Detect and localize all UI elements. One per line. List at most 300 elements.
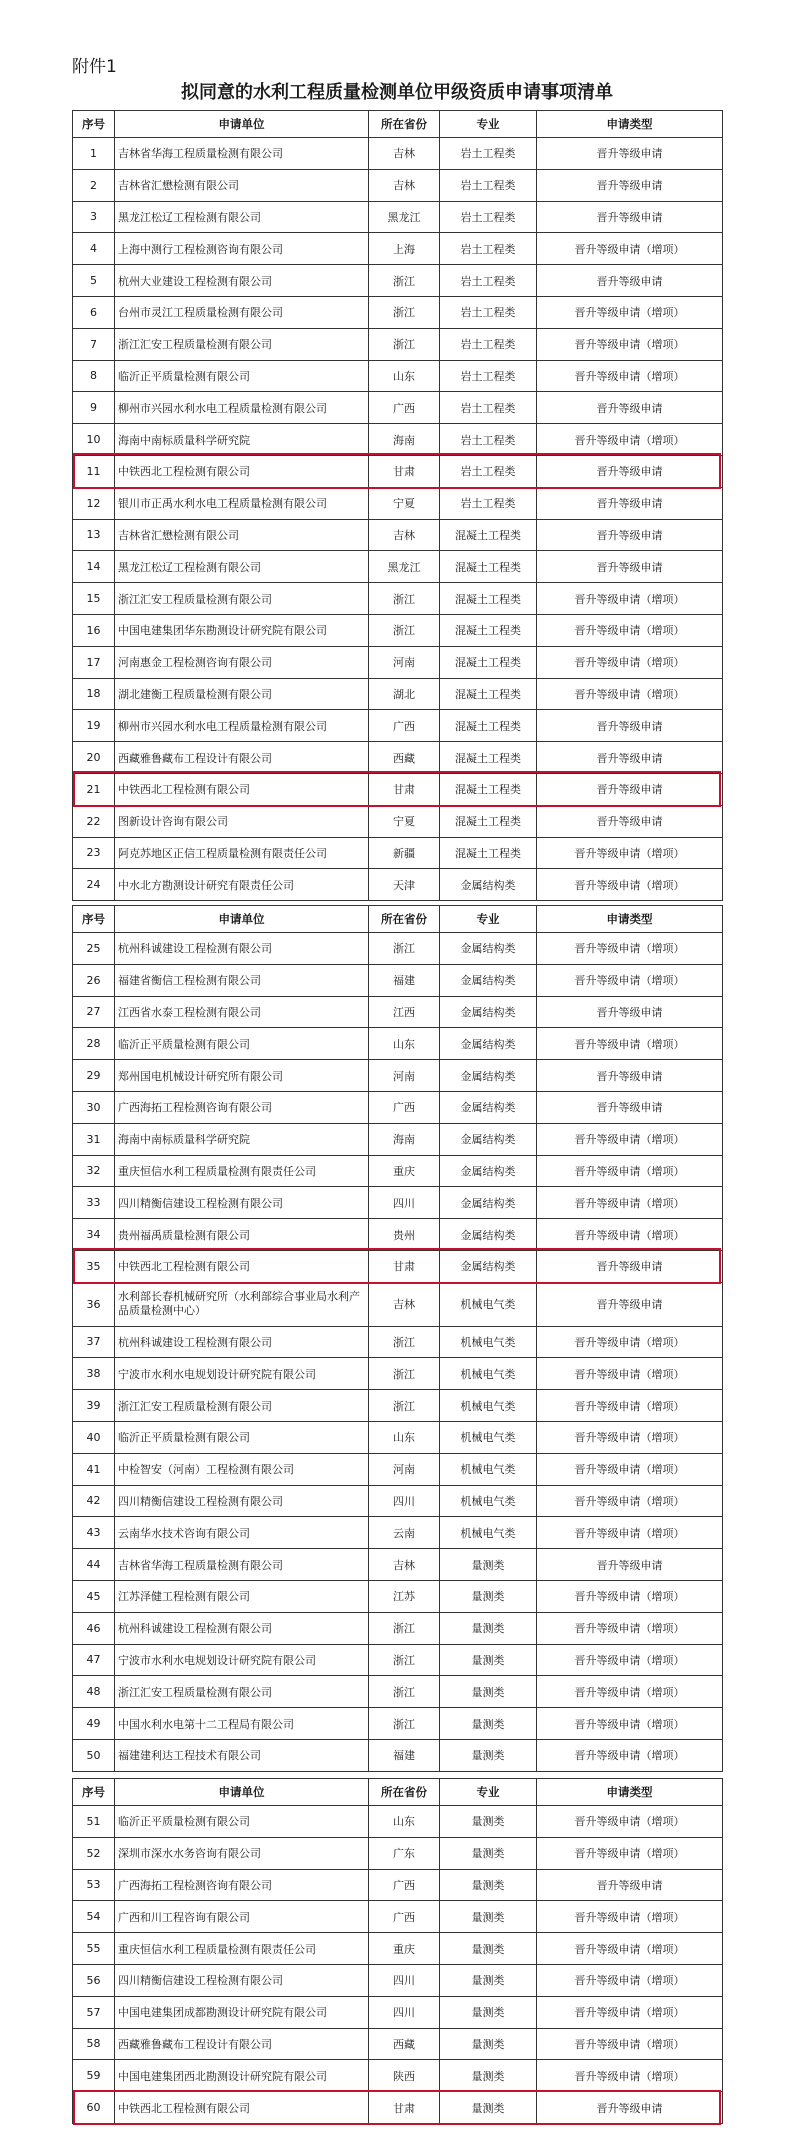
- table-header-row: [73, 906, 723, 933]
- cell-index: 21: [73, 773, 115, 805]
- cell-category: 混凝土工程类: [440, 583, 537, 615]
- table-row: [73, 1358, 723, 1390]
- column-header-category: 专业: [440, 1779, 537, 1806]
- cell-application-type: 晋升等级申请（增项）: [537, 1485, 723, 1517]
- cell-province: 新疆: [369, 837, 440, 869]
- cell-company: 中国电建集团西北勘测设计研究院有限公司: [115, 2060, 369, 2092]
- cell-company: 浙江汇安工程质量检测有限公司: [115, 583, 369, 615]
- cell-application-type: 晋升等级申请（增项）: [537, 933, 723, 965]
- column-header-province: 所在省份: [369, 906, 440, 933]
- cell-category: 量测类: [440, 1933, 537, 1965]
- cell-application-type: 晋升等级申请: [537, 169, 723, 201]
- cell-company: 图新设计咨询有限公司: [115, 805, 369, 837]
- cell-company: 江西省水泰工程检测有限公司: [115, 996, 369, 1028]
- cell-index: 18: [73, 678, 115, 710]
- cell-category: 金属结构类: [440, 964, 537, 996]
- cell-index: 57: [73, 1996, 115, 2028]
- cell-application-type: 晋升等级申请（增项）: [537, 233, 723, 265]
- cell-index: 13: [73, 519, 115, 551]
- cell-index: 59: [73, 2060, 115, 2092]
- cell-category: 量测类: [440, 1549, 537, 1581]
- cell-company: 中国电建集团华东勘测设计研究院有限公司: [115, 614, 369, 646]
- cell-application-type: 晋升等级申请: [537, 1549, 723, 1581]
- cell-category: 量测类: [440, 1644, 537, 1676]
- cell-province: 四川: [369, 1964, 440, 1996]
- cell-application-type: 晋升等级申请（增项）: [537, 1644, 723, 1676]
- cell-index: 27: [73, 996, 115, 1028]
- cell-company: 黑龙江松辽工程检测有限公司: [115, 551, 369, 583]
- cell-application-type: 晋升等级申请（增项）: [537, 964, 723, 996]
- cell-category: 机械电气类: [440, 1326, 537, 1358]
- table-row: [73, 1421, 723, 1453]
- cell-category: 金属结构类: [440, 1060, 537, 1092]
- cell-company: 广西海拓工程检测咨询有限公司: [115, 1091, 369, 1123]
- page-title: 拟同意的水利工程质量检测单位甲级资质申请事项清单: [181, 82, 613, 103]
- cell-company: 郑州国电机械设计研究所有限公司: [115, 1060, 369, 1092]
- column-header-company: 申请单位: [115, 1779, 369, 1806]
- cell-province: 四川: [369, 1485, 440, 1517]
- cell-province: 福建: [369, 1739, 440, 1771]
- cell-company: 吉林省华海工程质量检测有限公司: [115, 138, 369, 170]
- table-row: [73, 678, 723, 710]
- cell-index: 48: [73, 1676, 115, 1708]
- cell-application-type: 晋升等级申请（增项）: [537, 1964, 723, 1996]
- cell-category: 岩土工程类: [440, 424, 537, 456]
- cell-application-type: 晋升等级申请: [537, 392, 723, 424]
- cell-province: 广西: [369, 1901, 440, 1933]
- cell-category: 金属结构类: [440, 933, 537, 965]
- cell-index: 6: [73, 296, 115, 328]
- table-row: [73, 455, 723, 487]
- cell-province: 广东: [369, 1837, 440, 1869]
- table-row: [73, 1517, 723, 1549]
- cell-index: 30: [73, 1091, 115, 1123]
- cell-index: 50: [73, 1739, 115, 1771]
- cell-company: 临沂正平质量检测有限公司: [115, 1806, 369, 1838]
- table-row: [73, 360, 723, 392]
- cell-category: 量测类: [440, 1580, 537, 1612]
- cell-index: 53: [73, 1869, 115, 1901]
- table-row: [73, 2060, 723, 2092]
- cell-province: 上海: [369, 233, 440, 265]
- cell-application-type: 晋升等级申请（增项）: [537, 296, 723, 328]
- cell-application-type: 晋升等级申请: [537, 201, 723, 233]
- cell-company: 广西海拓工程检测咨询有限公司: [115, 1869, 369, 1901]
- cell-province: 黑龙江: [369, 201, 440, 233]
- cell-company: 中铁西北工程检测有限公司: [115, 2092, 369, 2124]
- cell-index: 14: [73, 551, 115, 583]
- cell-index: 44: [73, 1549, 115, 1581]
- cell-company: 深圳市深水水务咨询有限公司: [115, 1837, 369, 1869]
- cell-index: 46: [73, 1612, 115, 1644]
- cell-index: 11: [73, 455, 115, 487]
- table-row: [73, 233, 723, 265]
- cell-application-type: 晋升等级申请（增项）: [537, 837, 723, 869]
- cell-category: 岩土工程类: [440, 296, 537, 328]
- cell-application-type: 晋升等级申请（增项）: [537, 2028, 723, 2060]
- table-row: [73, 201, 723, 233]
- table-header-row: [73, 111, 723, 138]
- applicant-table-3: [72, 1778, 723, 2124]
- cell-company: 四川精衡信建设工程检测有限公司: [115, 1485, 369, 1517]
- cell-category: 岩土工程类: [440, 233, 537, 265]
- table-row: [73, 869, 723, 901]
- cell-index: 16: [73, 614, 115, 646]
- cell-index: 60: [73, 2092, 115, 2124]
- cell-index: 10: [73, 424, 115, 456]
- cell-index: 7: [73, 328, 115, 360]
- cell-application-type: 晋升等级申请（增项）: [537, 1326, 723, 1358]
- cell-application-type: 晋升等级申请: [537, 996, 723, 1028]
- cell-province: 广西: [369, 710, 440, 742]
- table-row: [73, 710, 723, 742]
- table-row: [73, 1155, 723, 1187]
- cell-company: 江苏泽健工程检测有限公司: [115, 1580, 369, 1612]
- table-row: [73, 1250, 723, 1282]
- cell-province: 四川: [369, 1996, 440, 2028]
- cell-index: 17: [73, 646, 115, 678]
- cell-province: 福建: [369, 964, 440, 996]
- cell-index: 58: [73, 2028, 115, 2060]
- cell-index: 24: [73, 869, 115, 901]
- cell-province: 湖北: [369, 678, 440, 710]
- cell-province: 山东: [369, 1421, 440, 1453]
- cell-index: 19: [73, 710, 115, 742]
- cell-company: 海南中南标质量科学研究院: [115, 1123, 369, 1155]
- cell-application-type: 晋升等级申请: [537, 551, 723, 583]
- cell-category: 岩土工程类: [440, 169, 537, 201]
- cell-index: 20: [73, 742, 115, 774]
- cell-index: 47: [73, 1644, 115, 1676]
- cell-company: 宁波市水利水电规划设计研究院有限公司: [115, 1644, 369, 1676]
- cell-application-type: 晋升等级申请（增项）: [537, 583, 723, 615]
- table-row: [73, 1806, 723, 1838]
- cell-index: 1: [73, 138, 115, 170]
- table-row: [73, 1123, 723, 1155]
- cell-province: 浙江: [369, 614, 440, 646]
- cell-index: 40: [73, 1421, 115, 1453]
- cell-company: 云南华水技术咨询有限公司: [115, 1517, 369, 1549]
- table-row: [73, 392, 723, 424]
- cell-application-type: 晋升等级申请（增项）: [537, 2060, 723, 2092]
- cell-index: 35: [73, 1250, 115, 1282]
- attachment-label: 附件1: [72, 57, 117, 77]
- cell-application-type: 晋升等级申请（增项）: [537, 1453, 723, 1485]
- cell-company: 阿克苏地区正信工程质量检测有限责任公司: [115, 837, 369, 869]
- cell-province: 河南: [369, 646, 440, 678]
- cell-province: 广西: [369, 1091, 440, 1123]
- cell-index: 26: [73, 964, 115, 996]
- table-row: [73, 1676, 723, 1708]
- cell-application-type: 晋升等级申请: [537, 2092, 723, 2124]
- cell-application-type: 晋升等级申请: [537, 805, 723, 837]
- cell-company: 上海中测行工程检测咨询有限公司: [115, 233, 369, 265]
- table-row: [73, 1933, 723, 1965]
- cell-index: 12: [73, 487, 115, 519]
- column-header-application-type: 申请类型: [537, 906, 723, 933]
- cell-company: 贵州福禹质量检测有限公司: [115, 1219, 369, 1251]
- cell-application-type: 晋升等级申请（增项）: [537, 1219, 723, 1251]
- cell-index: 56: [73, 1964, 115, 1996]
- cell-province: 浙江: [369, 583, 440, 615]
- cell-category: 量测类: [440, 2092, 537, 2124]
- cell-company: 浙江汇安工程质量检测有限公司: [115, 1390, 369, 1422]
- cell-company: 吉林省华海工程质量检测有限公司: [115, 1549, 369, 1581]
- cell-province: 广西: [369, 1869, 440, 1901]
- cell-company: 银川市正禹水利水电工程质量检测有限公司: [115, 487, 369, 519]
- cell-category: 机械电气类: [440, 1485, 537, 1517]
- table-row: [73, 805, 723, 837]
- cell-category: 量测类: [440, 1901, 537, 1933]
- cell-province: 西藏: [369, 742, 440, 774]
- table-row: [73, 837, 723, 869]
- table-row: [73, 1901, 723, 1933]
- cell-application-type: 晋升等级申请: [537, 487, 723, 519]
- cell-application-type: 晋升等级申请（增项）: [537, 1358, 723, 1390]
- cell-province: 浙江: [369, 1390, 440, 1422]
- column-header-company: 申请单位: [115, 111, 369, 138]
- cell-category: 岩土工程类: [440, 138, 537, 170]
- cell-company: 中国水利水电第十二工程局有限公司: [115, 1708, 369, 1740]
- cell-category: 混凝土工程类: [440, 805, 537, 837]
- cell-company: 吉林省汇懋检测有限公司: [115, 519, 369, 551]
- table-row: [73, 1869, 723, 1901]
- column-header-index: 序号: [73, 111, 115, 138]
- cell-application-type: 晋升等级申请（增项）: [537, 424, 723, 456]
- cell-index: 34: [73, 1219, 115, 1251]
- table-row: [73, 773, 723, 805]
- cell-application-type: 晋升等级申请（增项）: [537, 1187, 723, 1219]
- cell-category: 混凝土工程类: [440, 551, 537, 583]
- cell-index: 51: [73, 1806, 115, 1838]
- cell-application-type: 晋升等级申请: [537, 265, 723, 297]
- cell-application-type: 晋升等级申请（增项）: [537, 1901, 723, 1933]
- cell-index: 25: [73, 933, 115, 965]
- cell-province: 宁夏: [369, 805, 440, 837]
- table-row: [73, 1739, 723, 1771]
- cell-category: 机械电气类: [440, 1390, 537, 1422]
- cell-province: 宁夏: [369, 487, 440, 519]
- table-row: [73, 265, 723, 297]
- table-row: [73, 646, 723, 678]
- column-header-index: 序号: [73, 906, 115, 933]
- cell-category: 金属结构类: [440, 996, 537, 1028]
- cell-company: 临沂正平质量检测有限公司: [115, 360, 369, 392]
- column-header-company: 申请单位: [115, 906, 369, 933]
- cell-index: 43: [73, 1517, 115, 1549]
- cell-application-type: 晋升等级申请（增项）: [537, 1421, 723, 1453]
- table-row: [73, 2092, 723, 2124]
- cell-company: 广西和川工程咨询有限公司: [115, 1901, 369, 1933]
- cell-category: 混凝土工程类: [440, 710, 537, 742]
- cell-province: 吉林: [369, 138, 440, 170]
- cell-category: 量测类: [440, 1612, 537, 1644]
- cell-category: 量测类: [440, 1996, 537, 2028]
- column-header-category: 专业: [440, 906, 537, 933]
- cell-index: 33: [73, 1187, 115, 1219]
- table-row: [73, 1612, 723, 1644]
- cell-company: 中水北方勘测设计研究有限责任公司: [115, 869, 369, 901]
- cell-province: 浙江: [369, 328, 440, 360]
- cell-province: 重庆: [369, 1933, 440, 1965]
- cell-application-type: 晋升等级申请: [537, 1091, 723, 1123]
- cell-index: 55: [73, 1933, 115, 1965]
- table-row: [73, 328, 723, 360]
- cell-application-type: 晋升等级申请: [537, 519, 723, 551]
- cell-province: 西藏: [369, 2028, 440, 2060]
- cell-company: 杭州大业建设工程检测有限公司: [115, 265, 369, 297]
- cell-category: 量测类: [440, 2060, 537, 2092]
- cell-province: 浙江: [369, 1326, 440, 1358]
- table-row: [73, 1453, 723, 1485]
- table-row: [73, 583, 723, 615]
- cell-company: 重庆恒信水利工程质量检测有限责任公司: [115, 1933, 369, 1965]
- cell-application-type: 晋升等级申请（增项）: [537, 1390, 723, 1422]
- cell-category: 量测类: [440, 1739, 537, 1771]
- table-row: [73, 996, 723, 1028]
- cell-province: 吉林: [369, 169, 440, 201]
- table-row: [73, 964, 723, 996]
- cell-application-type: 晋升等级申请（增项）: [537, 360, 723, 392]
- cell-province: 海南: [369, 424, 440, 456]
- cell-application-type: 晋升等级申请（增项）: [537, 678, 723, 710]
- cell-company: 临沂正平质量检测有限公司: [115, 1028, 369, 1060]
- table-row: [73, 1708, 723, 1740]
- cell-application-type: 晋升等级申请（增项）: [537, 328, 723, 360]
- cell-province: 浙江: [369, 1644, 440, 1676]
- cell-index: 36: [73, 1282, 115, 1326]
- cell-province: 江苏: [369, 1580, 440, 1612]
- cell-application-type: 晋升等级申请（增项）: [537, 1612, 723, 1644]
- table-row: [73, 1580, 723, 1612]
- table-row: [73, 1091, 723, 1123]
- cell-category: 机械电气类: [440, 1517, 537, 1549]
- cell-category: 金属结构类: [440, 869, 537, 901]
- cell-application-type: 晋升等级申请: [537, 1060, 723, 1092]
- cell-company: 柳州市兴园水利水电工程质量检测有限公司: [115, 392, 369, 424]
- cell-company: 河南惠金工程检测咨询有限公司: [115, 646, 369, 678]
- cell-index: 29: [73, 1060, 115, 1092]
- cell-province: 贵州: [369, 1219, 440, 1251]
- cell-province: 吉林: [369, 1549, 440, 1581]
- cell-application-type: 晋升等级申请（增项）: [537, 1028, 723, 1060]
- cell-index: 41: [73, 1453, 115, 1485]
- cell-application-type: 晋升等级申请（增项）: [537, 1708, 723, 1740]
- cell-category: 金属结构类: [440, 1123, 537, 1155]
- cell-company: 水利部长春机械研究所（水利部综合事业局水利产品质量检测中心）: [115, 1282, 369, 1326]
- cell-company: 四川精衡信建设工程检测有限公司: [115, 1964, 369, 1996]
- cell-category: 岩土工程类: [440, 265, 537, 297]
- cell-category: 机械电气类: [440, 1358, 537, 1390]
- cell-application-type: 晋升等级申请（增项）: [537, 1837, 723, 1869]
- cell-category: 混凝土工程类: [440, 519, 537, 551]
- cell-province: 云南: [369, 1517, 440, 1549]
- cell-category: 量测类: [440, 1964, 537, 1996]
- cell-company: 湖北建衡工程质量检测有限公司: [115, 678, 369, 710]
- cell-application-type: 晋升等级申请: [537, 710, 723, 742]
- cell-company: 中铁西北工程检测有限公司: [115, 455, 369, 487]
- cell-index: 39: [73, 1390, 115, 1422]
- cell-province: 广西: [369, 392, 440, 424]
- cell-company: 浙江汇安工程质量检测有限公司: [115, 1676, 369, 1708]
- cell-province: 四川: [369, 1187, 440, 1219]
- cell-province: 浙江: [369, 933, 440, 965]
- cell-application-type: 晋升等级申请（增项）: [537, 1517, 723, 1549]
- cell-index: 52: [73, 1837, 115, 1869]
- cell-province: 重庆: [369, 1155, 440, 1187]
- table-row: [73, 2028, 723, 2060]
- cell-category: 金属结构类: [440, 1250, 537, 1282]
- column-header-category: 专业: [440, 111, 537, 138]
- applicant-table-2: [72, 905, 723, 1772]
- cell-province: 江西: [369, 996, 440, 1028]
- cell-company: 杭州科诚建设工程检测有限公司: [115, 1612, 369, 1644]
- cell-application-type: 晋升等级申请（增项）: [537, 614, 723, 646]
- table-row: [73, 1390, 723, 1422]
- table-row: [73, 933, 723, 965]
- cell-company: 中铁西北工程检测有限公司: [115, 773, 369, 805]
- column-header-index: 序号: [73, 1779, 115, 1806]
- cell-index: 23: [73, 837, 115, 869]
- cell-category: 混凝土工程类: [440, 773, 537, 805]
- cell-application-type: 晋升等级申请: [537, 1250, 723, 1282]
- cell-company: 中检智安（河南）工程检测有限公司: [115, 1453, 369, 1485]
- cell-category: 金属结构类: [440, 1219, 537, 1251]
- cell-index: 4: [73, 233, 115, 265]
- cell-province: 浙江: [369, 1676, 440, 1708]
- cell-application-type: 晋升等级申请（增项）: [537, 1996, 723, 2028]
- cell-company: 柳州市兴园水利水电工程质量检测有限公司: [115, 710, 369, 742]
- cell-company: 西藏雅鲁藏布工程设计有限公司: [115, 2028, 369, 2060]
- cell-province: 天津: [369, 869, 440, 901]
- cell-category: 量测类: [440, 1806, 537, 1838]
- cell-application-type: 晋升等级申请: [537, 1282, 723, 1326]
- column-header-province: 所在省份: [369, 111, 440, 138]
- cell-province: 甘肃: [369, 1250, 440, 1282]
- cell-index: 31: [73, 1123, 115, 1155]
- cell-category: 机械电气类: [440, 1453, 537, 1485]
- table-row: [73, 296, 723, 328]
- table-header-row: [73, 1779, 723, 1806]
- cell-province: 甘肃: [369, 773, 440, 805]
- cell-category: 混凝土工程类: [440, 678, 537, 710]
- cell-index: 49: [73, 1708, 115, 1740]
- cell-application-type: 晋升等级申请（增项）: [537, 1580, 723, 1612]
- table-row: [73, 1187, 723, 1219]
- table-row: [73, 487, 723, 519]
- cell-index: 54: [73, 1901, 115, 1933]
- table-row: [73, 1549, 723, 1581]
- column-header-province: 所在省份: [369, 1779, 440, 1806]
- cell-province: 河南: [369, 1060, 440, 1092]
- table-row: [73, 1996, 723, 2028]
- cell-company: 宁波市水利水电规划设计研究院有限公司: [115, 1358, 369, 1390]
- cell-category: 岩土工程类: [440, 455, 537, 487]
- table-row: [73, 519, 723, 551]
- cell-province: 黑龙江: [369, 551, 440, 583]
- cell-province: 河南: [369, 1453, 440, 1485]
- cell-application-type: 晋升等级申请: [537, 773, 723, 805]
- cell-application-type: 晋升等级申请: [537, 138, 723, 170]
- cell-province: 山东: [369, 1028, 440, 1060]
- cell-application-type: 晋升等级申请（增项）: [537, 1676, 723, 1708]
- applicant-table-1: [72, 110, 723, 901]
- cell-province: 浙江: [369, 1358, 440, 1390]
- cell-application-type: 晋升等级申请: [537, 742, 723, 774]
- cell-index: 5: [73, 265, 115, 297]
- cell-category: 混凝土工程类: [440, 614, 537, 646]
- table-row: [73, 1644, 723, 1676]
